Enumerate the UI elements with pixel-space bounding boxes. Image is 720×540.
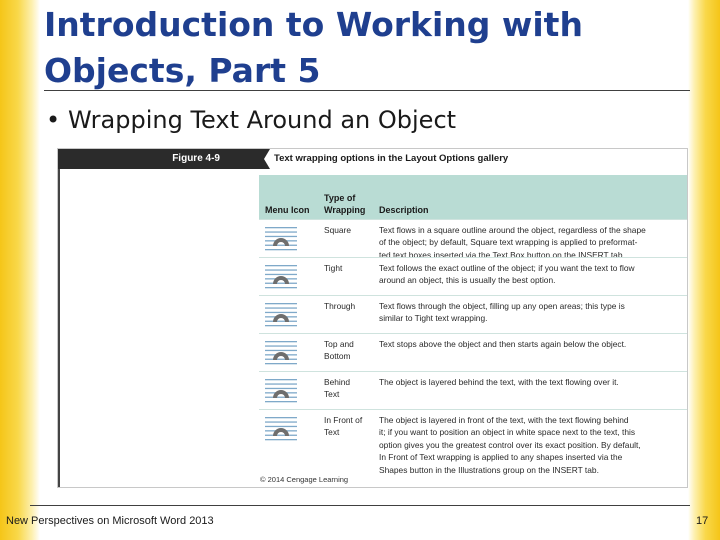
wrap-type (324, 300, 376, 312)
wrap-type (324, 376, 376, 401)
figure-number: Figure 4-9 (172, 153, 220, 164)
slide-title-line-1: Introduction to Working with (44, 5, 583, 44)
figure-4-9 (57, 148, 688, 488)
wrap-type (324, 224, 376, 236)
wrap-description-line: it; if you want to position an object in white space next to the text, this (379, 427, 636, 438)
bullet-text: Wrapping Text Around an Object (68, 106, 457, 134)
wrap-type-line: Text (324, 389, 340, 400)
wrap-type-line: Tight (324, 263, 343, 273)
wrap-type (324, 262, 376, 274)
wrap-description-line: Text flows in a square outline around the object, regardless of the shape (379, 225, 646, 235)
page-number: 17 (696, 515, 709, 527)
wrap-type-line: Square (324, 225, 352, 235)
table-header (259, 175, 687, 219)
table-row (259, 409, 687, 475)
wrap-description-line: The object is layered in front of the text, with the text flowing behind (379, 415, 629, 425)
wrap-square-icon (265, 225, 297, 253)
wrap-tight-icon (265, 263, 297, 291)
slide-title-line-2: Objects, Part 5 (44, 51, 321, 90)
wrap-description-line: Text stops above the object and then starts again below the object. (379, 339, 627, 349)
title-divider (44, 90, 690, 91)
bullet-marker: • (46, 106, 61, 134)
slide-title (44, 2, 664, 94)
wrap-description-line: option gives you the greatest control over its exact position. By default, (379, 439, 641, 450)
wrap-description-line: In Front of Text wrapping is applied to any shapes inserted via the (379, 452, 623, 463)
header-menu-icon: Menu Icon (265, 205, 310, 215)
wrapping-options-table (259, 175, 687, 475)
wrap-behind-text-icon (265, 377, 297, 405)
header-type-line-2: Wrapping (324, 205, 366, 215)
wrap-top-bottom-icon (265, 339, 297, 367)
table-row (259, 295, 687, 333)
left-accent-bar (0, 0, 40, 540)
wrap-description-line: The object is layered behind the text, with the text flowing over it. (379, 377, 619, 387)
wrap-description (379, 300, 681, 325)
table-row (259, 219, 687, 260)
wrap-description (379, 338, 681, 350)
wrap-in-front-icon (265, 415, 297, 443)
wrap-description-line: ted text boxes inserted via the Text Box button on the INSERT tab. (379, 249, 625, 260)
wrap-description (379, 414, 681, 476)
figure-title: Text wrapping options in the Layout Options gallery (274, 153, 509, 164)
wrap-through-icon (265, 301, 297, 329)
footer-divider (30, 505, 690, 506)
figure-copyright: © 2014 Cengage Learning (260, 475, 349, 484)
footer-course-title: New Perspectives on Microsoft Word 2013 (6, 515, 214, 527)
wrap-type (324, 338, 376, 363)
table-row (259, 257, 687, 295)
header-type-line-1: Type of (324, 193, 356, 203)
wrap-description (379, 262, 681, 287)
wrap-description-line: around an object, this is usually the best option. (379, 275, 556, 286)
wrap-description (379, 224, 681, 261)
bullet-item (46, 104, 456, 136)
wrap-description-line: Text flows through the object, filling up any open areas; this type is (379, 301, 625, 311)
wrap-description-line: Shapes button in the Illustrations group on the INSERT tab. (379, 464, 599, 475)
wrap-type-line: Bottom (324, 351, 351, 362)
wrap-type-line: Through (324, 301, 356, 311)
right-accent-bar (688, 0, 720, 540)
header-description: Description (379, 205, 429, 215)
wrap-description-line: of the object; by default, Square text wrapping is applied to preformat- (379, 237, 638, 248)
wrap-type-line: In Front of (324, 415, 363, 425)
wrap-description-line: similar to Tight text wrapping. (379, 313, 488, 324)
wrap-type-line: Text (324, 427, 340, 438)
figure-header (58, 149, 687, 169)
wrap-type (324, 414, 376, 439)
wrap-type-line: Behind (324, 377, 351, 387)
table-row (259, 333, 687, 371)
wrap-type-line: Top and (324, 339, 354, 349)
wrap-description (379, 376, 681, 388)
wrap-description-line: Text follows the exact outline of the object; if you want the text to flow (379, 263, 635, 273)
figure-left-strip (58, 149, 60, 487)
table-row (259, 371, 687, 409)
